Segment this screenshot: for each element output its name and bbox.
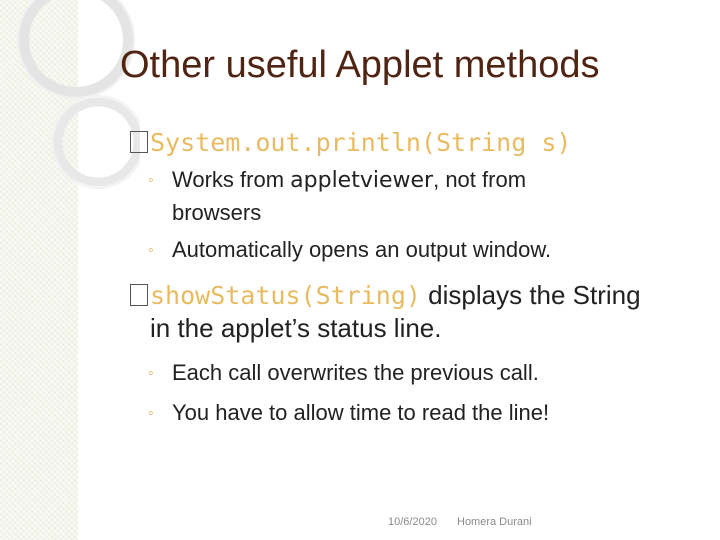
println-code: System.out.println(String s) [150, 128, 572, 157]
bullet-continuation: in the applet’s status line. [150, 313, 442, 343]
bullet-showstatus [130, 279, 700, 344]
sub-bullet-continuation: browsers [172, 200, 262, 225]
decorative-circles [0, 0, 140, 200]
sub-bullet-text: Works from [172, 167, 291, 192]
bullet-text: displays the String [420, 280, 641, 310]
sub-bullet-overwrites [148, 357, 658, 390]
sub-bullet-text: Automatically opens an output window. [172, 237, 552, 262]
ring-bullet-icon: ◦ [148, 242, 154, 259]
ring-bullet-icon: ◦ [148, 405, 154, 422]
sub-bullet-appletviewer [148, 164, 658, 229]
sub-bullet-text: You have to allow time to read the line! [172, 400, 550, 425]
showstatus-code: showStatus(String) [150, 281, 421, 310]
sub-bullet-text: Each call overwrites the previous call. [172, 360, 539, 385]
bullet-glyph-icon [130, 131, 148, 153]
sub-bullet-text: , not from [433, 167, 527, 192]
appletviewer-code: appletviewer [290, 168, 434, 193]
footer-author: Homera Durani [457, 516, 532, 528]
sub-bullet-output-window [148, 234, 658, 267]
slide-title: Other useful Applet methods [120, 44, 600, 86]
ring-bullet-icon: ◦ [148, 172, 154, 189]
sub-bullet-allow-time [148, 397, 658, 430]
ring-bullet-icon: ◦ [148, 365, 154, 382]
bullet-glyph-icon [130, 284, 148, 306]
bullet-println [130, 126, 700, 159]
footer-date: 10/6/2020 [388, 516, 437, 528]
